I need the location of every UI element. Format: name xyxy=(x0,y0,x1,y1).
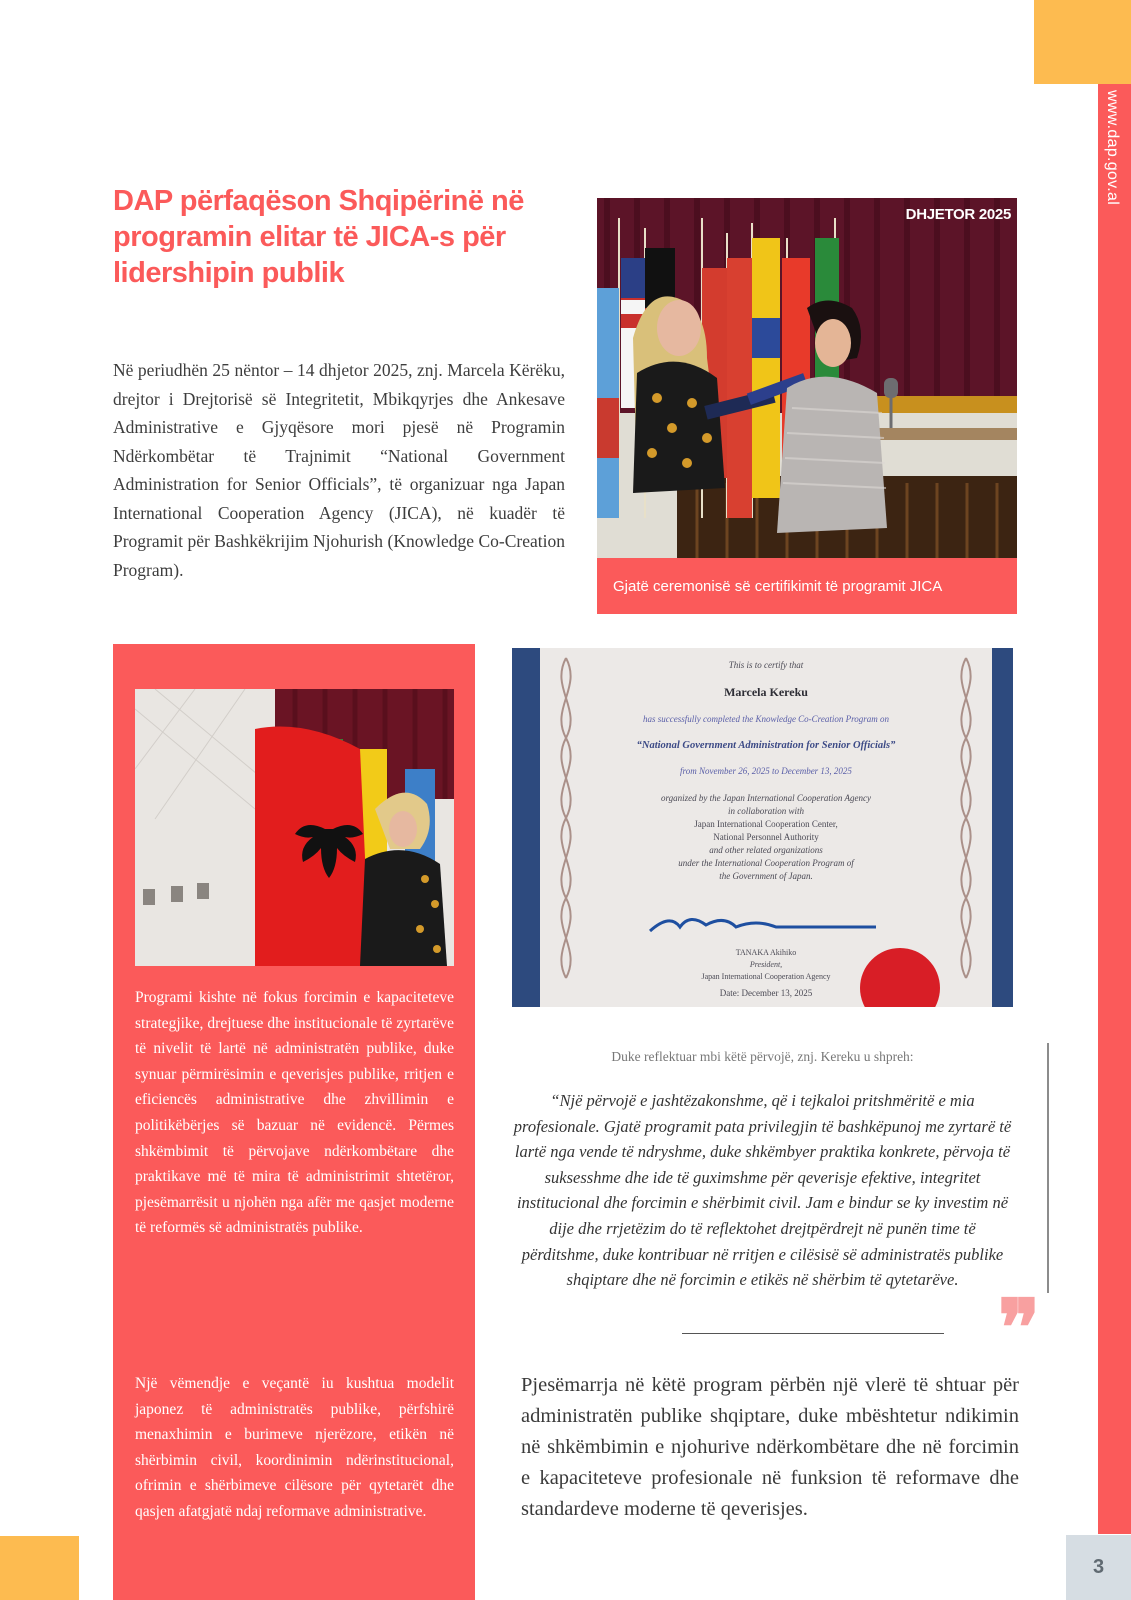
cert-signer-title: President, xyxy=(749,960,783,969)
box-paragraph-2: Një vëmendje e veçantë iu kushtua modelit japonez të administratës publike, përfshirë menaxhimin e burimeve njerëzore, etikën në shërbimin civil, koordinimin ndërinstitucional, ofrimin e shërbimeve cilësore për qytetarët dhe qasjen afatgjatë ndaj reformave administrative. xyxy=(135,1375,454,1520)
cert-line-3: organized by the Japan International Cooperation Agency xyxy=(661,793,871,803)
cert-line-4: in collaboration with xyxy=(727,806,804,816)
cert-line-9: the Government of Japan. xyxy=(719,871,813,881)
article-title: DAP përfaqëson Shqipërinë në programin elitar të JICA-s për lidershipin publik xyxy=(113,185,524,289)
ceremony-photo xyxy=(597,198,1017,558)
flag-photo xyxy=(135,689,454,966)
bottom-left-corner-block xyxy=(0,1536,79,1600)
box-paragraph-1: Programi kishte në fokus forcimin e kapaciteteve strategjike, drejtuese dhe institucionale të zyrtarëve të nivelit të lartë në administratën publike, duke synuar përmirësimin e qeverisjes publike, rritjen e eficiencës administrative dhe zhvillimin e politikëbërjes së bazuar në evidencë. Përmes shkëmbimit të përvojave ndërkombëtare dhe praktikave më të mira të administrimit shtetëror, pjesëmarrësit u njohën nga afër me qasjet moderne të reformës së administratës publike. xyxy=(135,989,454,1237)
cert-dates: from November 26, 2025 to December 13, 2025 xyxy=(680,766,852,776)
cert-signer-org: Japan International Cooperation Agency xyxy=(701,972,831,981)
quote-divider xyxy=(682,1333,944,1334)
intro-paragraph: Në periudhën 25 nëntor – 14 dhjetor 2025, znj. Marcela Kërëku, drejtor i Drejtorisë së Integritetit, Mbikqyrjes dhe Ankesave Administrative e Gjyqësore mori pjesë në Programin Ndërkombëtar të Trajnimit “National Government Administration for Senior Officials”, të organizuar nga Japan International Cooperation Agency (JICA), në kuadër të Programit për Bashkëkrijim Njohurish (Knowledge Co-Creation Program). xyxy=(113,360,565,580)
cert-date: Date: December 13, 2025 xyxy=(719,988,813,998)
certificate-photo xyxy=(512,648,1013,1007)
cert-line-8: under the International Cooperation Program of xyxy=(678,858,854,868)
photo-caption-bar xyxy=(597,558,1017,614)
cert-line-6: National Personnel Authority xyxy=(713,832,819,842)
photo-date-badge: DHJETOR 2025 xyxy=(905,206,1011,223)
flag-photo-illustration xyxy=(135,689,454,966)
certificate-paper xyxy=(540,648,992,1007)
cert-program: “National Government Administration for Senior Officials” xyxy=(636,740,896,751)
page-number-box xyxy=(1066,1535,1131,1600)
cert-line-2: has successfully completed the Knowledge Co-Creation Program on xyxy=(642,714,890,724)
quote-intro: Duke reflektuar mbi këtë përvojë, znj. Kereku u shpreh: xyxy=(611,1049,914,1064)
ceremony-photo-illustration xyxy=(597,198,1017,558)
side-stripe xyxy=(1098,84,1131,1534)
cert-line-5: Japan International Cooperation Center, xyxy=(694,819,838,829)
cert-line-1: This is to certify that xyxy=(728,660,804,670)
website-url: www.dap.gov.al xyxy=(1104,90,1121,206)
quote-text: “Një përvojë e jashtëzakonshme, që i tejkaloi pritshmëritë e mia profesionale. Gjatë programit pata privilegjin të bashkëpunoj me zyrtarë të lartë nga vende të ndryshme, duke shkëmbyer praktika konkrete, përvoja të suksesshme dhe ide të guximshme për qeverisje efektive, integritet institucional dhe forcimin e shërbimit civil. Jam e bindur se ky investim në dije dhe rrjetëzim do të reflektohet drejtpërdrejt në punën time të përditshme, duke kontribuar në rritjen e cilësisë së administratës publike shqiptare dhe në forcimin e etikës në shërbim të qytetarëve. xyxy=(513,1091,1012,1290)
cert-name: Marcela Kereku xyxy=(724,685,808,699)
page-number: 3 xyxy=(1092,1556,1105,1578)
photo-caption: Gjatë ceremonisë së certifikimit të programit JICA xyxy=(613,577,943,595)
cert-signer: TANAKA Akihiko xyxy=(735,948,797,957)
closing-paragraph: Pjesëmarrja në këtë program përbën një vlerë të shtuar për administratën publike shqiptare, duke mbështetur ndikimin në shkëmbimin e njohurive ndërkombëtare dhe në forcimin e kapaciteteve profesionale në funksion të reformave dhe standardeve moderne të qeverisjes. xyxy=(521,1374,1019,1520)
cert-line-7: and other related organizations xyxy=(709,845,823,855)
quote-side-rule xyxy=(1047,1043,1049,1293)
closing-quote-icon: ❞ xyxy=(998,1283,1040,1374)
top-right-corner-block xyxy=(1034,0,1131,84)
